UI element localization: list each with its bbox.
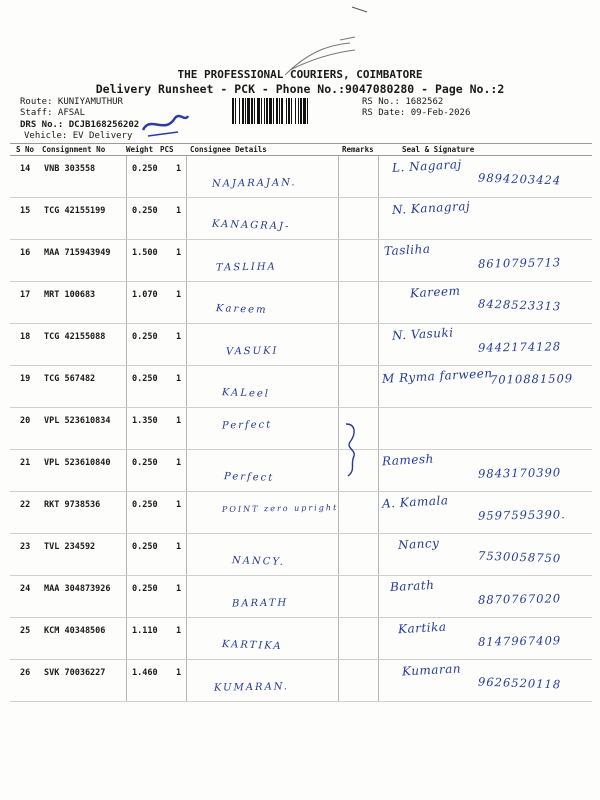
pcs-count: 1 (176, 248, 182, 258)
col-weight: Weight (126, 145, 154, 154)
consignment-number: SVK 70036227 (44, 668, 106, 678)
col-consignment: Consignment No (42, 145, 106, 154)
consignee-name: KUMARAN. (213, 681, 290, 694)
signature: Barath (389, 577, 435, 595)
col-seal-signature: Seal & Signature (402, 145, 475, 154)
pcs-count: 1 (176, 458, 182, 468)
col-remarks: Remarks (342, 145, 374, 154)
company-name: THE PROFESSIONAL COURIERS, COIMBATORE (177, 68, 423, 81)
consignee-name: NANCY. (231, 555, 286, 568)
consignee-name: KALeel (221, 387, 271, 400)
consignee-name: Perfect (221, 419, 273, 432)
rs-number: RS No.: 1682562 (362, 97, 444, 107)
consignee-name: KANAGRAJ- (211, 218, 291, 233)
consignment-number: TCG 42155088 (44, 332, 106, 342)
phone-number: 9626520118 (477, 674, 562, 692)
consignment-number: RKT 9738536 (44, 500, 101, 510)
row-sno: 15 (20, 206, 31, 216)
pcs-count: 1 (176, 332, 182, 342)
pcs-count: 1 (176, 374, 182, 384)
weight-value: 0.250 (132, 500, 158, 510)
phone-number: 9442174128 (477, 339, 562, 355)
signature: A. Kamala (381, 493, 449, 511)
phone-number: 8428523313 (477, 296, 562, 314)
consignment-number: VNB 303558 (44, 164, 96, 174)
weight-value: 1.350 (132, 416, 158, 426)
table-row (0, 156, 600, 197)
pcs-count: 1 (176, 500, 182, 510)
row-sno: 25 (20, 626, 31, 636)
phone-number: 7530058750 (477, 548, 562, 566)
row-sno: 22 (20, 500, 31, 510)
consignment-number: KCM 40348506 (44, 626, 106, 636)
header-rule (10, 143, 592, 144)
row-sno: 23 (20, 542, 31, 552)
weight-value: 1.500 (132, 248, 158, 258)
consignment-number: VPL 523610840 (44, 458, 111, 468)
phone-number: 9843170390 (477, 465, 562, 481)
row-divider (10, 701, 592, 702)
consignee-name: KARTIKA (221, 638, 283, 653)
phone-number: 8147967409 (477, 633, 562, 649)
phone-number: 9894203424 (477, 170, 562, 188)
phone-number: 8870767020 (477, 591, 562, 607)
row-sno: 19 (20, 374, 31, 384)
pcs-count: 1 (176, 584, 182, 594)
phone-number: 8610795713 (477, 255, 562, 271)
phone-number: 7010881509 (489, 371, 574, 387)
table-row (0, 198, 600, 239)
pcs-count: 1 (176, 668, 182, 678)
phone-number: 9597595390. (477, 507, 566, 523)
table-row (0, 492, 600, 533)
weight-value: 0.250 (132, 542, 158, 552)
consignee-name: Kareem (215, 303, 268, 316)
signature: Tasliha (383, 241, 431, 259)
row-sno: 21 (20, 458, 31, 468)
table-row (0, 660, 600, 701)
consignment-number: VPL 523610834 (44, 416, 111, 426)
rs-date: RS Date: 09-Feb-2026 (362, 108, 471, 118)
table-row (0, 324, 600, 365)
col-consignee: Consignee Details (190, 145, 267, 154)
runsheet-title: Delivery Runsheet - PCK - Phone No.:9047080280 - Page No.:2 (95, 82, 505, 96)
table-row (0, 282, 600, 323)
route: Route: KUNIYAMUTHUR (20, 97, 123, 107)
table-row (0, 618, 600, 659)
weight-value: 0.250 (132, 584, 158, 594)
row-sno: 17 (20, 290, 31, 300)
pcs-count: 1 (176, 164, 182, 174)
weight-value: 1.460 (132, 668, 158, 678)
pcs-count: 1 (176, 416, 182, 426)
consignment-number: TCG 567482 (44, 374, 96, 384)
signature: Kumaran (401, 661, 462, 679)
col-sno: S No (16, 145, 35, 154)
consignment-number: MAA 304873926 (44, 584, 111, 594)
barcode (232, 98, 358, 124)
weight-value: 0.250 (132, 458, 158, 468)
weight-value: 1.070 (132, 290, 158, 300)
drs-number: DRS No.: DCJB168256202 (20, 120, 140, 130)
signature: N. Kanagraj (391, 198, 471, 218)
col-pcs: PCS (160, 145, 174, 154)
weight-value: 0.250 (132, 332, 158, 342)
consignment-number: MRT 100683 (44, 290, 96, 300)
weight-value: 0.250 (132, 374, 158, 384)
row-sno: 18 (20, 332, 31, 342)
pcs-count: 1 (176, 626, 182, 636)
pen-mark (350, 5, 370, 15)
table-row (0, 240, 600, 281)
consignment-number: TCG 42155199 (44, 206, 106, 216)
consignee-name: BARATH (231, 597, 289, 610)
table-row (0, 534, 600, 575)
row-sno: 24 (20, 584, 31, 594)
pcs-count: 1 (176, 290, 182, 300)
consignee-name: VASUKI (225, 345, 279, 358)
weight-value: 0.250 (132, 206, 158, 216)
remarks-brace (342, 420, 362, 480)
row-sno: 26 (20, 668, 31, 678)
pcs-count: 1 (176, 542, 182, 552)
signature: L. Nagaraj (391, 157, 463, 175)
table-row (0, 576, 600, 617)
pcs-count: 1 (176, 206, 182, 216)
row-sno: 14 (20, 164, 31, 174)
ink-stamp-mark (140, 110, 190, 140)
consignee-name: Perfect (223, 471, 275, 484)
consignment-number: TVL 234592 (44, 542, 96, 552)
table-row (0, 408, 600, 449)
vehicle: Vehicle: EV Delivery (24, 131, 133, 141)
consignee-name: NAJARAJAN. (211, 177, 297, 190)
consignee-name: TASLIHA (215, 261, 277, 274)
signature: Kartika (397, 619, 447, 637)
table-row (0, 366, 600, 407)
table-row (0, 450, 600, 491)
signature: Ramesh (381, 451, 435, 469)
signature: M Ryma farween (381, 366, 493, 386)
row-sno: 20 (20, 416, 31, 426)
consignee-name: POINT zero upright (221, 502, 339, 515)
staff: Staff: AFSAL (20, 108, 86, 118)
signature: Nancy (397, 535, 440, 553)
weight-value: 1.110 (132, 626, 158, 636)
weight-value: 0.250 (132, 164, 158, 174)
signature: N. Vasuki (391, 325, 454, 343)
signature: Kareem (409, 283, 461, 301)
consignment-number: MAA 715943949 (44, 248, 111, 258)
row-sno: 16 (20, 248, 31, 258)
